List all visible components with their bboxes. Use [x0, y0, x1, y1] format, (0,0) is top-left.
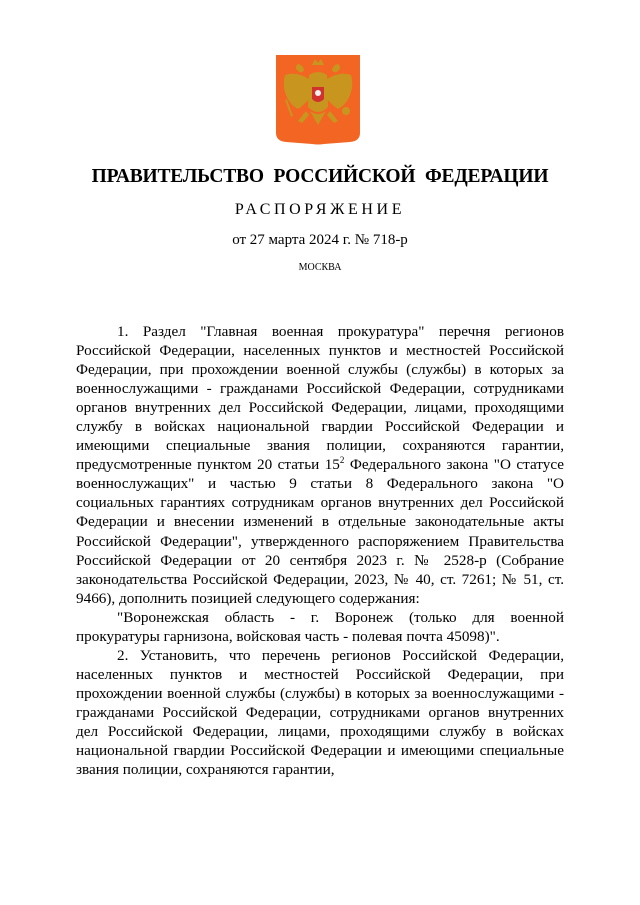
paragraph-1	[76, 322, 564, 608]
document-date-number: от 27 марта 2024 г. № 718-р	[232, 232, 408, 248]
paragraph-2: 2. Установить, что перечень регионов Российской Федерации, населенных пунктов и местностей Российской Федерации, при прохождении военной службы (службы) в которых за военнослужащими - гражданами Российской Федерации, сотрудниками органов внутренних дел Российской Федерации, лицами, проходящими службу в войсках национальной гвардии Российской Федерации и имеющими специальные звания полиции, сохраняются гарантии,	[76, 646, 564, 779]
document-body	[76, 322, 564, 779]
paragraph-1-text-a: 1. Раздел "Главная военная прокуратура" перечня регионов Российской Федерации, населенных пунктов и местностей Российской Федерации, при прохождении военной службы (службы) в которых за военнослужащими - гражданами Российской Федерации, сотрудниками органов внутренних дел Российской Федерации, лицами, проходящими службу в войсках национальной гвардии Российской Федерации и имеющими специальные звания полиции, сохраняются гарантии, предусмотренные пунктом 20 статьи 15	[76, 323, 564, 474]
document-city: МОСКВА	[298, 262, 342, 273]
paragraph-1-quote: "Воронежская область - г. Воронеж (только для военной прокуратуры гарнизона, войсковая часть - полевая почта 45098)".	[76, 608, 564, 645]
superscript-article-number: 2	[339, 455, 345, 466]
coat-of-arms-emblem	[276, 55, 360, 147]
document-type: РАСПОРЯЖЕНИЕ	[234, 201, 406, 218]
double-headed-eagle-icon	[276, 55, 360, 147]
paragraph-1-text-b: Федерального закона "О статусе военнослужащих" и частью 9 статьи 8 Федерального закона "О социальных гарантиях сотрудникам органов внутренних дел Российской Федерации и внесении изменений в отдельные законодательные акты Российской Федерации", утвержденного распоряжением Правительства Российской Федерации от 20 сентября 2023 г. № 2528-р (Собрание законодательства Российской Федерации, 2023, № 40, ст. 7261; № 51, ст. 9466), дополнить позицией следующего содержания:	[76, 456, 564, 607]
organization-title: ПРАВИТЕЛЬСТВО РОССИЙСКОЙ ФЕДЕРАЦИИ	[91, 166, 549, 187]
